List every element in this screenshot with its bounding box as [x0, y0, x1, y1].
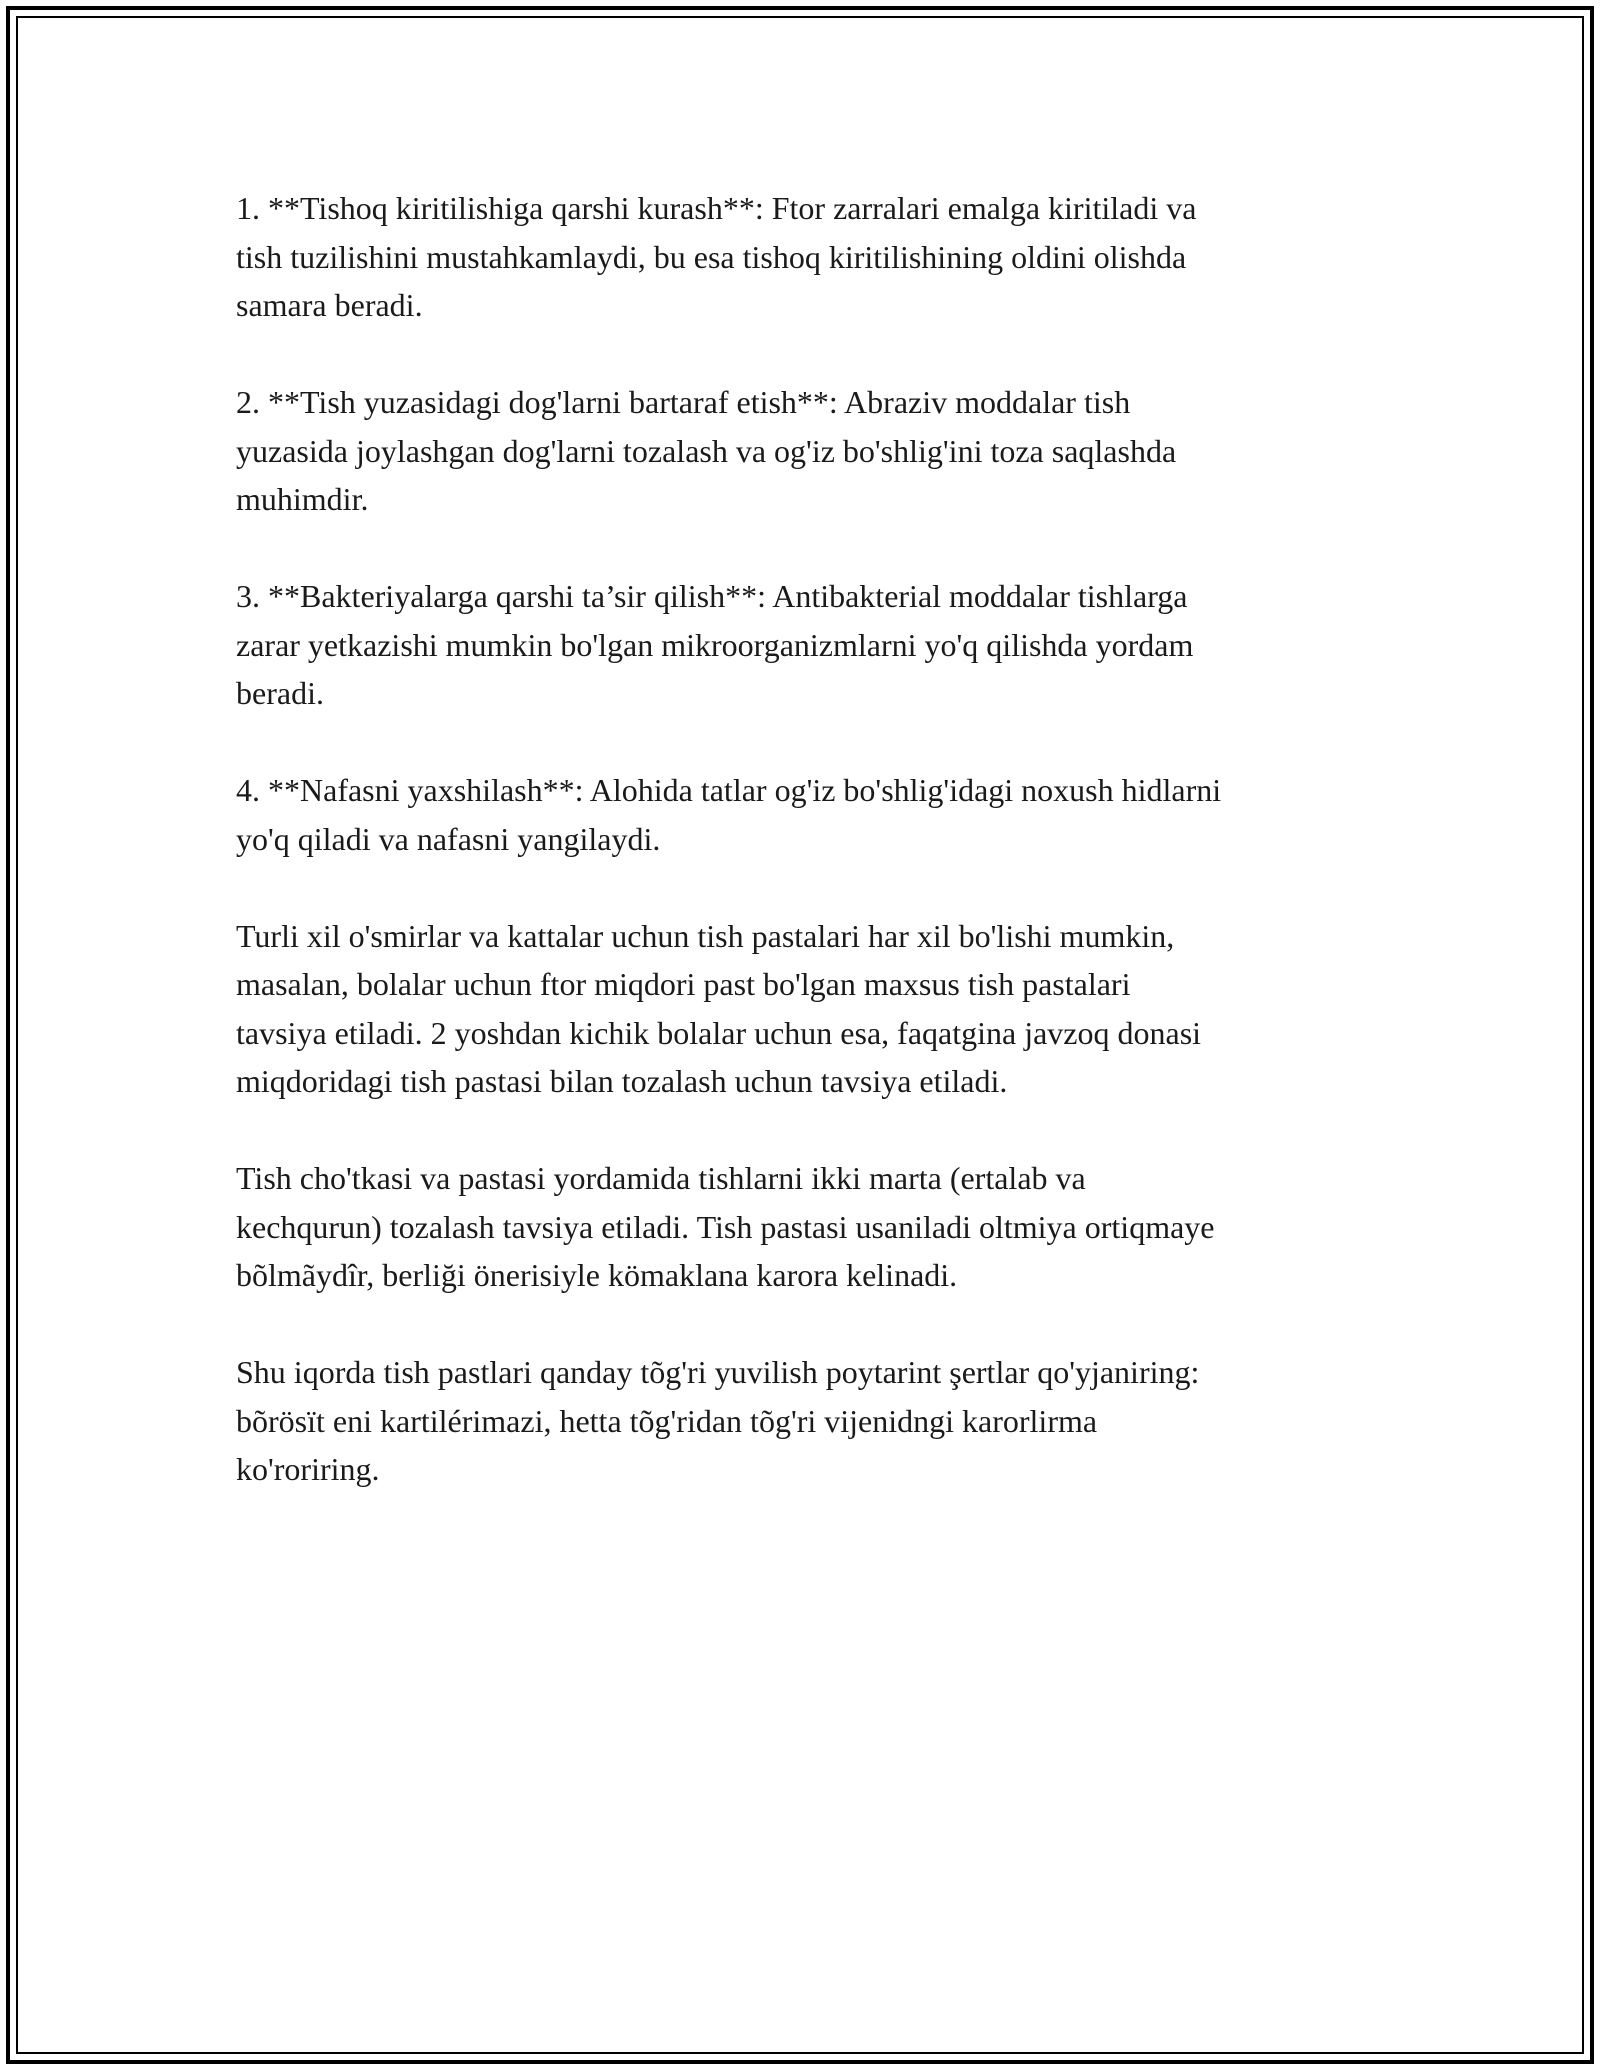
paragraph-tartar-protection: 1. **Tishoq kiritilishiga qarshi kurash**: Ftor zarralari emalga kiritiladi va tish tuzilishini mustahkamlaydi, bu esa tishoq kiritilishining oldini olishda samara beradi.: [236, 190, 1197, 323]
paragraph-usage-conditions: Shu iqorda tish pastlari qanday tõg'ri yuvilish poytarint şertlar qo'yjaniring: bõrösït eni kartilérimazi, hetta tõg'ridan tõg'ri vijenidngi karorlirma ko'roriring.: [236, 1354, 1200, 1487]
paragraph-antibacterial: 3. **Bakteriyalarga qarshi ta’sir qilish**: Antibakterial moddalar tishlarga zarar yetkazishi mumkin bo'lgan mikroorganizmlarni yo'q qilishda yordam beradi.: [236, 578, 1194, 711]
document-body: [236, 184, 1376, 1542]
paragraph-stain-removal: 2. **Tish yuzasidagi dog'larni bartaraf etish**: Abraziv moddalar tish yuzasida joylashgan dog'larni tozalash va og'iz bo'shlig'ini toza saqlashda muhimdir.: [236, 384, 1177, 517]
paragraph-age-groups: Turli xil o'smirlar va kattalar uchun tish pastalari har xil bo'lishi mumkin, masalan, bolalar uchun ftor miqdori past bo'lgan maxsus tish pastalari tavsiya etiladi. 2 yoshdan kichik bolalar uchun esa, faqatgina javzoq donasi miqdoridagi tish pastasi bilan tozalash uchun tavsiya etiladi.: [236, 917, 1202, 1099]
paragraph-fresh-breath: 4. **Nafasni yaxshilash**: Alohida tatlar og'iz bo'shlig'idagi noxush hidlarni yo'q qiladi va nafasni yangilaydi.: [236, 772, 1222, 857]
paragraph-brushing-frequency: Tish cho'tkasi va pastasi yordamida tishlarni ikki marta (ertalab va kechqurun) tozalash tavsiya etiladi. Tish pastasi usaniladi oltmiya ortiqmaye bõlmãydîr, berliği önerisiyle kömaklana karora kelinadi.: [236, 1160, 1215, 1293]
